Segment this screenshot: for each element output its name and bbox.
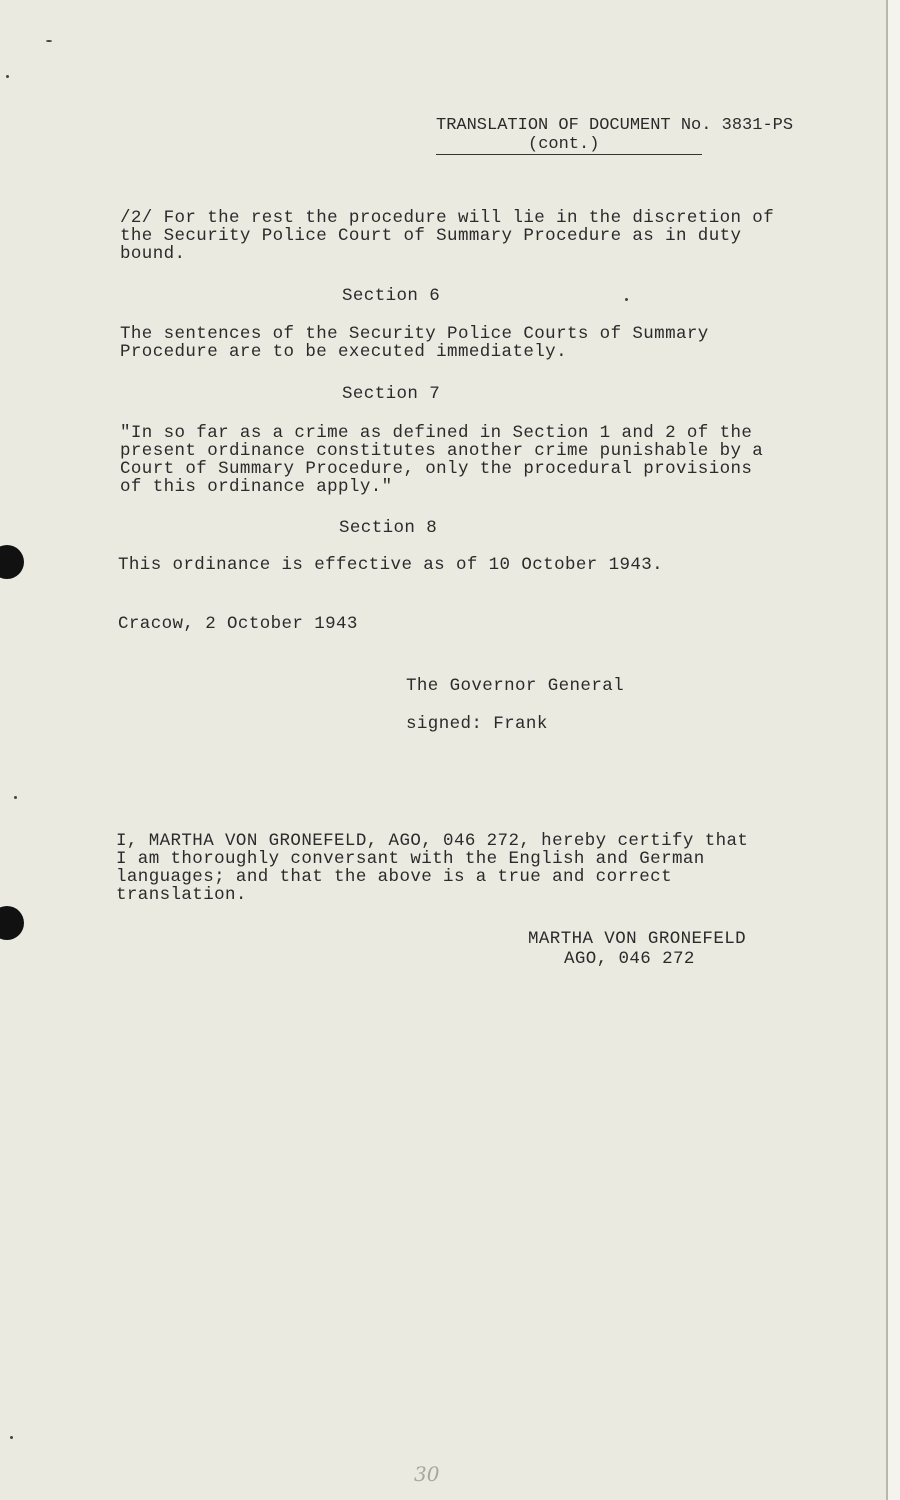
- translator-certification: I, MARTHA VON GRONEFELD, AGO, 046 272, hereby certify that I am thoroughly conversant with the English and German languages; and that the above is a true and correct translation.: [116, 831, 749, 905]
- paragraph-section-6: The sentences of the Security Police Courts of Summary Procedure are to be executed immediately.: [120, 324, 709, 362]
- paper-right-edge: [886, 0, 900, 1500]
- paragraph-section-8: This ordinance is effective as of 10 October 1943.: [118, 555, 664, 575]
- translator-name: MARTHA VON GRONEFELD: [528, 929, 747, 949]
- signatory-title: The Governor General: [406, 676, 625, 696]
- paragraph-section-7: "In so far as a crime as defined in Section 1 and 2 of the present ordinance constitutes another crime punishable by a Court of Summary Procedure, only the procedural provisions of this ordinance apply.": [120, 423, 764, 497]
- section-8-heading: Section 8: [339, 518, 438, 538]
- paper-speck: [14, 796, 17, 799]
- paper-speck: [46, 40, 52, 42]
- punch-hole-lower: [0, 906, 24, 940]
- document-title: TRANSLATION OF DOCUMENT No. 3831-PS: [436, 116, 794, 135]
- paper-speck: [6, 75, 9, 78]
- signature-line: signed: Frank: [406, 714, 548, 734]
- paragraph-procedure-discretion: /2/ For the rest the procedure will lie in the discretion of the Security Police Court of Summary Procedure as in duty bound.: [120, 208, 775, 264]
- section-7-heading: Section 7: [342, 384, 441, 404]
- paper-speck: [10, 1436, 13, 1439]
- header-underline: [436, 154, 702, 155]
- document-header: [436, 116, 793, 154]
- section-6-heading: Section 6: [342, 286, 441, 306]
- page-number: 30: [414, 1462, 440, 1486]
- document-subtitle: (cont.): [528, 135, 600, 154]
- place-and-date: Cracow, 2 October 1943: [118, 614, 358, 634]
- paper-speck: [625, 298, 628, 301]
- translator-id: AGO, 046 272: [564, 949, 695, 969]
- punch-hole-upper: [0, 545, 24, 579]
